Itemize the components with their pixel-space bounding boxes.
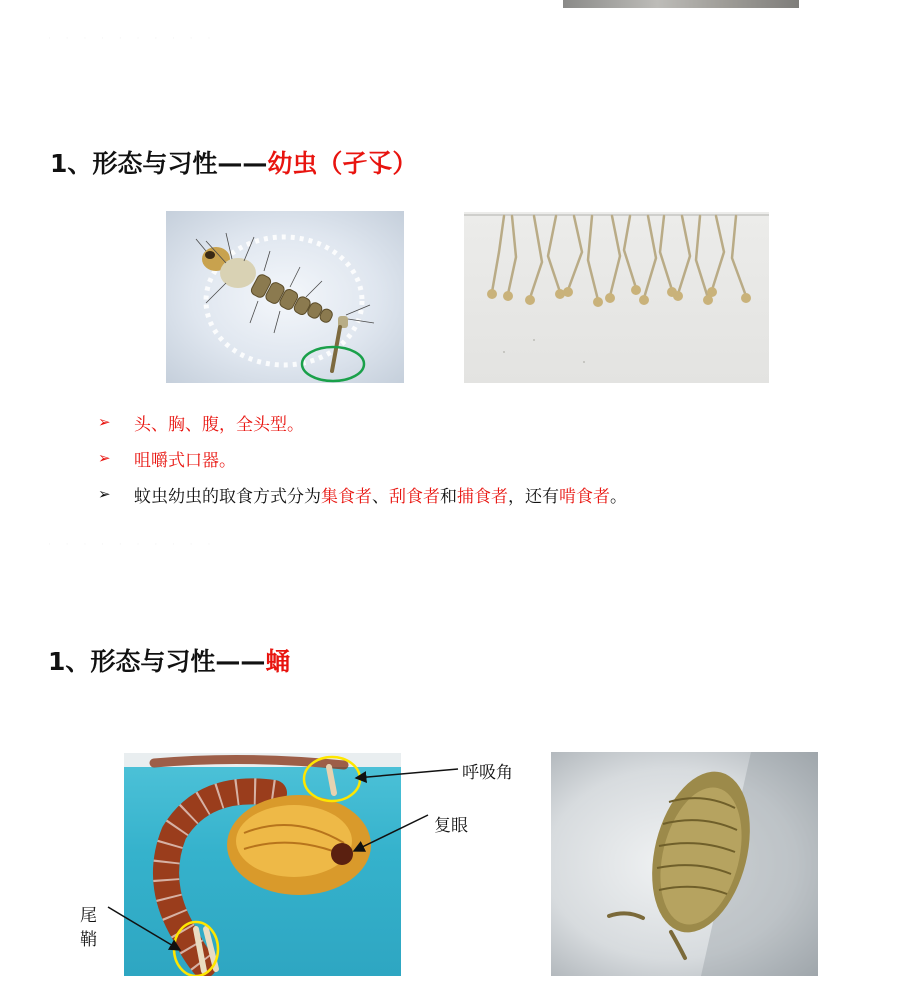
term-scraper: 刮食者 [389,486,440,507]
heading-highlight: 幼虫（孑孓） [267,149,418,178]
bullet-text: 头、胸、腹，全头型。 [134,414,304,435]
watermark: · · · · · · · · · · [48,540,217,550]
label-compound-eye: 复眼 [434,816,468,836]
heading-prefix: 1、形态与习性—— [48,647,266,676]
label-tail-fin-char: 尾 [80,906,97,926]
bullet-arrow-icon: ➢ [98,449,111,467]
watermark: · · · · · · · · · · [48,34,217,44]
heading-prefix: 1、形态与习性—— [50,149,268,178]
text-segment: ，还有 [508,486,559,507]
text-segment: 、 [372,486,389,507]
term-predator: 捕食者 [457,486,508,507]
bullet-arrow-icon: ➢ [98,485,111,503]
term-collector: 集食者 [321,486,372,507]
text-segment: 和 [440,486,457,507]
bullet-text: 咀嚼式口器。 [134,450,236,471]
label-tail-fin-char: 鞘 [80,930,97,950]
bullet-arrow-icon: ➢ [98,413,111,431]
text-segment: 。 [610,486,627,507]
text-segment: 蚊虫幼虫的取食方式分为 [134,486,321,507]
label-breathing-horn: 呼吸角 [462,763,513,783]
pupa-top-photo [551,752,818,976]
label-tail-fin [80,904,100,952]
term-gnawer: 啃食者 [559,486,610,507]
heading-highlight: 蛹 [265,647,291,676]
pupa-top-illustration [551,752,818,976]
